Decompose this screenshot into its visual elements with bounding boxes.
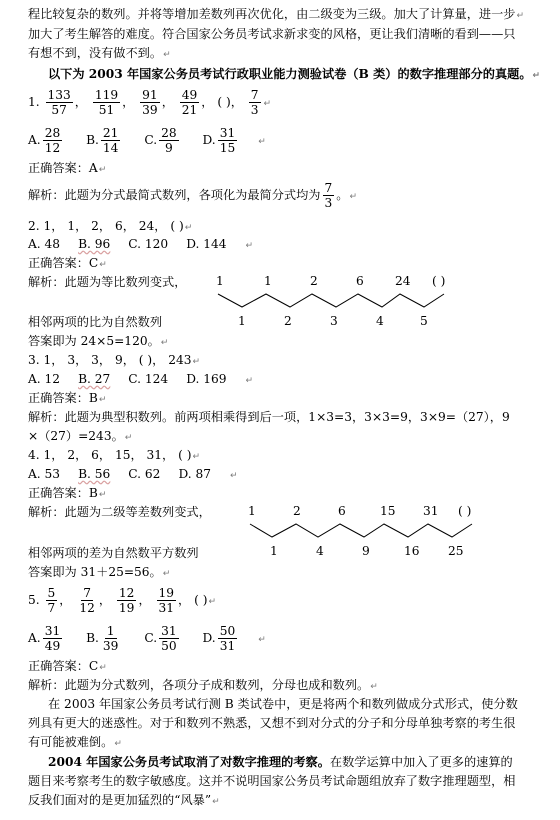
q4-note: 相邻两项的差为自然数平方数列 (28, 546, 199, 560)
para2-line-2: 题目来考察考生的数字敏感度。这并不说明国家公务员考试命题组放弃了数字推理题型，相 (28, 774, 516, 788)
q4-bottom-4: 16 (404, 544, 420, 558)
q1-frac-1: $\frac{133}{57}$ (47, 88, 71, 117)
para1-line-1: 在 2003 年国家公务员考试行测 B 类试卷中，更是将两个和数列做成分式形式，使分数 (48, 697, 518, 711)
q4-top-5: 31 (423, 504, 439, 518)
q5-frac-1: $\frac{5}{7}$ (47, 586, 56, 615)
intro-line-3: 有想不到，没有做不到。↵ (28, 46, 171, 60)
q1-frac-2: $\frac{119}{51}$ (94, 88, 119, 117)
para1-line-3: 有可能被难倒。↵ (28, 735, 122, 749)
q5-sequence: 5. $\frac{5}{7}$ ， $\frac{7}{12}$ ， $\frac{12}{19}$ ， $\frac{19}{31}$ ， ( )↵ (28, 586, 217, 615)
q2-top-3: 2 (310, 274, 318, 288)
q2-bottom-5: 5 (420, 314, 428, 328)
q4-top-1: 1 (248, 504, 256, 518)
q4-top-6: ( ) (458, 504, 472, 518)
q2-top-5: 24 (395, 274, 411, 288)
q2-bottom-1: 1 (238, 314, 246, 328)
q1-frac-4: $\frac{49}{21}$ (181, 88, 198, 117)
q2-bottom-3: 3 (330, 314, 338, 328)
q4-bottom-5: 25 (448, 544, 464, 558)
q1-answer: 正确答案：A↵ (28, 161, 107, 175)
para2-line-3: 反我们面对的是更加猛烈的“风暴”↵ (28, 793, 220, 807)
q3-options: A. 12 B. 27 C. 124 D. 169 ↵ (28, 372, 254, 386)
para2-line-1: 2004 年国家公务员考试取消了对数字推理的考察。在数学运算中加入了更多的速算的 (48, 755, 513, 769)
q1-options: A. $\frac{28}{12}$ B. $\frac{21}{14}$ C. $\frac{28}{9}$ D. $\frac{31}{15}$ ↵ (28, 126, 266, 155)
q4-sequence: 4. 1， 2， 6， 15， 31， ( )↵ (28, 448, 201, 462)
q2-top-2: 1 (264, 274, 272, 288)
q4-analysis: 解析：此题为二级等差数列变式， (28, 505, 211, 519)
q4-top-2: 2 (293, 504, 301, 518)
q5-frac-3: $\frac{12}{19}$ (118, 586, 135, 615)
q4-answer: 正确答案：B↵ (28, 486, 107, 500)
q2-options: A. 48 B. 96 C. 120 D. 144 ↵ (28, 237, 254, 251)
q3-answer: 正确答案：B↵ (28, 391, 107, 405)
q4-top-3: 6 (338, 504, 346, 518)
q2-top-1: 1 (216, 274, 224, 288)
q2-bottom-4: 4 (376, 314, 384, 328)
q5-analysis: 解析：此题为分式数列，各项分子成和数列，分母也成和数列。↵ (28, 678, 378, 692)
q3-analysis-2: ×（27）=243。↵ (28, 429, 133, 443)
q2-bottom-2: 2 (284, 314, 292, 328)
q4-top-4: 15 (380, 504, 396, 518)
q1-sequence: 1. $\frac{133}{57}$ ， $\frac{119}{51}$ ， $\frac{91}{39}$ ， $\frac{49}{21}$ ， ( )， $\frac{7}{3}$ ↵ (28, 88, 272, 117)
q5-options: A. $\frac{31}{49}$ B. $\frac{1}{39}$ C. $\frac{31}{50}$ D. $\frac{50}{31}$ ↵ (28, 624, 266, 653)
q2-top-6: ( ) (432, 274, 446, 288)
q1-analysis: 解析：此题为分式最简式数列，各项化为最简分式均为 $\frac{7}{3}$ 。↵ (28, 181, 357, 210)
q2-calc: 答案即为 24×5=120。↵ (28, 334, 169, 348)
q2-top-4: 6 (356, 274, 364, 288)
intro-line-2: 加大了考生解答的难度。符合国家公务员考试求新求变的风格，更让我们清晰的看到——只 (28, 27, 516, 41)
q2-answer: 正确答案：C↵ (28, 256, 107, 270)
q3-analysis-1: 解析：此题为典型积数列。前两项相乘得到后一项，1×3=3，3×3=9，3×9=（27），9 (28, 410, 510, 424)
heading-2003: 以下为 2003 年国家公务员考试行政职业能力测验试卷（B 类）的数字推理部分的真题。↵ (48, 67, 541, 81)
q4-bottom-2: 4 (316, 544, 324, 558)
q4-bottom-1: 1 (270, 544, 278, 558)
q4-bottom-3: 9 (362, 544, 370, 558)
q1-frac-3: $\frac{91}{39}$ (142, 88, 158, 117)
intro-line-1: 程比较复杂的数列。并将等增加差数列再次优化，由二级变为三级。加大了计算量，进一步↵ (28, 7, 525, 21)
q3-sequence: 3. 1， 3， 3， 9， ( )， 243↵ (28, 353, 201, 367)
q2-sequence: 2. 1， 1， 2， 6， 24， ( )↵ (28, 219, 193, 233)
q2-analysis: 解析：此题为等比数列变式， (28, 275, 187, 289)
q1-frac-last: $\frac{7}{3}$ (250, 88, 259, 117)
q4-options: A. 53 B. 56 C. 62 D. 87 ↵ (28, 467, 238, 481)
q5-answer: 正确答案：C↵ (28, 659, 107, 673)
q4-calc: 答案即为 31＋25=56。↵ (28, 565, 171, 579)
para1-line-2: 列具有更大的迷惑性。对于和数列不熟悉，又想不到对分式的分子和分母单独考察的考生很 (28, 716, 516, 730)
q2-note: 相邻两项的比为自然数列 (28, 315, 163, 329)
q5-frac-4: $\frac{19}{31}$ (158, 586, 175, 615)
q5-frac-2: $\frac{7}{12}$ (79, 586, 95, 615)
